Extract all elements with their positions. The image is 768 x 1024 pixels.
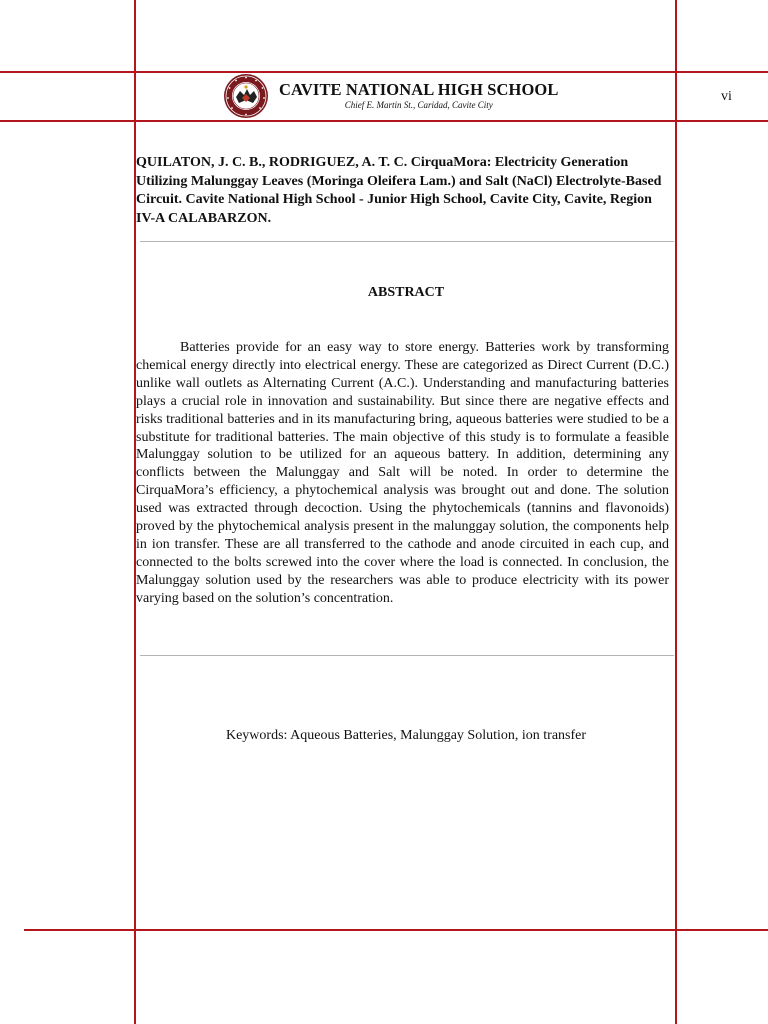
page-header [223,72,558,120]
abstract-heading: ABSTRACT [367,285,445,300]
right-margin-line [675,0,677,1024]
school-title-block [279,81,558,111]
citation: QUILATON, J. C. B., RODRIGUEZ, A. T. C. CirquaMora: Electricity Generation Utilizing Malunggay Leaves (Moringa Oleifera Lam.) and Salt (NaCl) Electrolyte-Based Circuit. Cavite National High School - Junior High School, Cavite City, Cavite, Region IV-A CALABARZON. [136,155,662,226]
header-bottom-line [0,120,768,122]
page-number: vi [721,89,732,104]
abstract-body: Batteries provide for an easy way to store energy. Batteries work by transforming chemical energy directly into electrical energy. These are categorized as Direct Current (D.C.) unlike wall outlets as Alternating Current (A.C.). Understanding and manufacturing batteries plays a crucial role in innovation and sustainability. But since there are negative effects and risks traditional batteries and in its manufacturing bring, aqueous batteries were studied to be a substitute for traditional batteries. The main objective of this study is to formulate a feasible Malunggay solution to be utilized for an aqueous battery. In addition, determining any conflicts between the Malunggay and Salt will be noted. In order to determine the CirquaMora’s efficiency, a phytochemical analysis was brought out and done. The solution used was extracted through decoction. Using the phytochemicals (tannins and flavonoids) proved by the phytochemical analysis present in the malunggay solution, the components help in ion transfer. These are all transferred to the cathode and anode circuited in each cup, and connected to the bolts screwed into the cover where the load is connected. In conclusion, the Malunggay solution used by the researchers was able to produce electricity with its power varying based on the solution’s concentration. [136,340,669,606]
school-seal-logo [223,73,269,119]
separator-rule [140,655,674,656]
school-address: Chief E. Martin St., Caridad, Cavite City [344,100,493,110]
school-name: CAVITE NATIONAL HIGH SCHOOL [279,80,559,99]
bottom-margin-line [24,929,768,931]
keywords: Keywords: Aqueous Batteries, Malunggay Solution, ion transfer [225,728,587,743]
separator-rule [140,241,674,242]
